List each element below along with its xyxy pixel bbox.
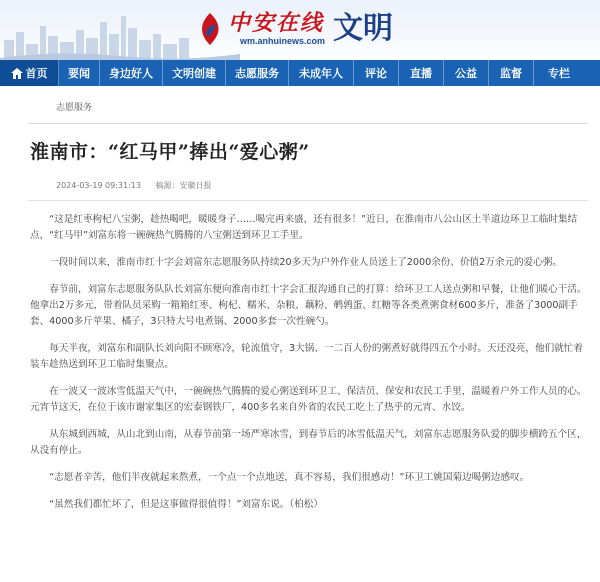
nav-item-label: 文明创建 <box>172 67 216 80</box>
nav-item-column[interactable] <box>534 60 584 86</box>
article-paragraph: “志愿者辛苦，他们半夜就起来熬煮，一个点一个点地送，真不容易，我们很感动！”环卫工姚国菊边喝粥边感叹。 <box>49 472 530 483</box>
nav-item-charity[interactable] <box>444 60 489 86</box>
nav-item-label: 首页 <box>25 67 48 80</box>
logo-url-text: wm.anhuinews.com <box>240 36 326 46</box>
divider <box>28 123 588 124</box>
nav-item-label: 要闻 <box>68 67 90 80</box>
article-paragraph: 在一波又一波冰雪低温天气中，一碗碗热气腾腾的爱心粥送到环卫工、保洁员、保安和农民工手里，温暖着户外工作人员的心。元宵节这天，在位于该市谢家集区的宏泰钢铁厂，400多名来自外省的农民工吃上了热乎的元宵、水饺。 <box>30 386 587 413</box>
divider <box>28 200 588 201</box>
nav-item-label: 志愿服务 <box>235 67 279 80</box>
breadcrumb[interactable]: 志愿服务 <box>56 103 93 113</box>
nav-item-label: 身边好人 <box>109 67 153 80</box>
nav-item-label: 未成年人 <box>299 67 343 80</box>
nav-item-news[interactable] <box>59 60 100 86</box>
nav-item-supervision[interactable] <box>489 60 534 86</box>
nav-item-civilization[interactable] <box>163 60 226 86</box>
nav-item-label: 评论 <box>365 67 387 80</box>
home-icon <box>11 68 23 79</box>
header-banner <box>0 0 600 60</box>
logo-emblem-icon <box>196 11 224 47</box>
nav-item-home[interactable] <box>0 60 59 86</box>
nav-item-live[interactable] <box>399 60 444 86</box>
article-source: 稿源：安徽日报 <box>155 181 212 190</box>
article-paragraph: 一段时间以来，淮南市红十字会刘富东志愿服务队持续20多天为户外作业人员送上了2000余份、价值2万余元的爱心粥。 <box>49 257 563 268</box>
article-meta <box>56 180 212 191</box>
nav-item-label: 直播 <box>410 67 432 80</box>
article-paragraph: 从东城到西城，从山北到山南，从春节前第一场严寒冰雪，到春节后的冰雪低温天气，刘富东志愿服务队爱的脚步横跨五个区，从没有停止。 <box>30 429 587 456</box>
nav-item-minors[interactable] <box>289 60 354 86</box>
nav-item-volunteer[interactable] <box>226 60 289 86</box>
nav-item-label: 监督 <box>500 67 522 80</box>
article-paragraph: 每天半夜，刘富东和副队长刘向阳不顾寒冷，轮流值守，3大锅、一二百人份的粥煮好就得四五个小时。天还没亮，他们就忙着装车趁热送到环卫工临时集聚点。 <box>30 343 583 370</box>
site-logo[interactable] <box>196 6 393 52</box>
article-paragraph: “虽然我们都忙坏了，但是这事做得很值得！”刘富东说。（柏松） <box>49 499 323 510</box>
logo-chinese-text: 中安在线 <box>228 10 325 36</box>
nav-item-label: 公益 <box>455 67 477 80</box>
article-paragraph: 春节前，刘富东志愿服务队队长刘富东便向淮南市红十字会汇报沟通自己的打算：给环卫工人送点粥和早餐，让他们暖心干活。他拿出2万多元，带着队员采购一箱箱红枣、枸杞、糯米、杂粮、藕粉、鹌鹑蛋、红糖等各类煮粥食材600多斤，准备了3000副手套、4000多斤苹果、橘子，3只特大号电煮锅、2000多套一次性碗勺。 <box>30 284 587 327</box>
nav-item-label: 专栏 <box>548 67 570 80</box>
logo-wenming-text: 文明 <box>333 11 394 46</box>
article-body <box>30 212 588 524</box>
nav-item-good-people[interactable] <box>100 60 163 86</box>
main-nav <box>0 60 600 86</box>
nav-item-commentary[interactable] <box>354 60 399 86</box>
article-paragraph: “这是红枣枸杞八宝粥，趁热喝吧，暖暖身子……喝完再来盛，还有很多！”近日，在淮南市八公山区土半道边环卫工临时集结点，“红马甲”刘富东将一碗碗热气腾腾的八宝粥送到环卫工手里。 <box>30 214 578 241</box>
publish-date: 2024-03-19 09:31:13 <box>56 181 141 190</box>
article-title: 淮南市：“红马甲”捧出“爱心粥” <box>30 141 310 163</box>
